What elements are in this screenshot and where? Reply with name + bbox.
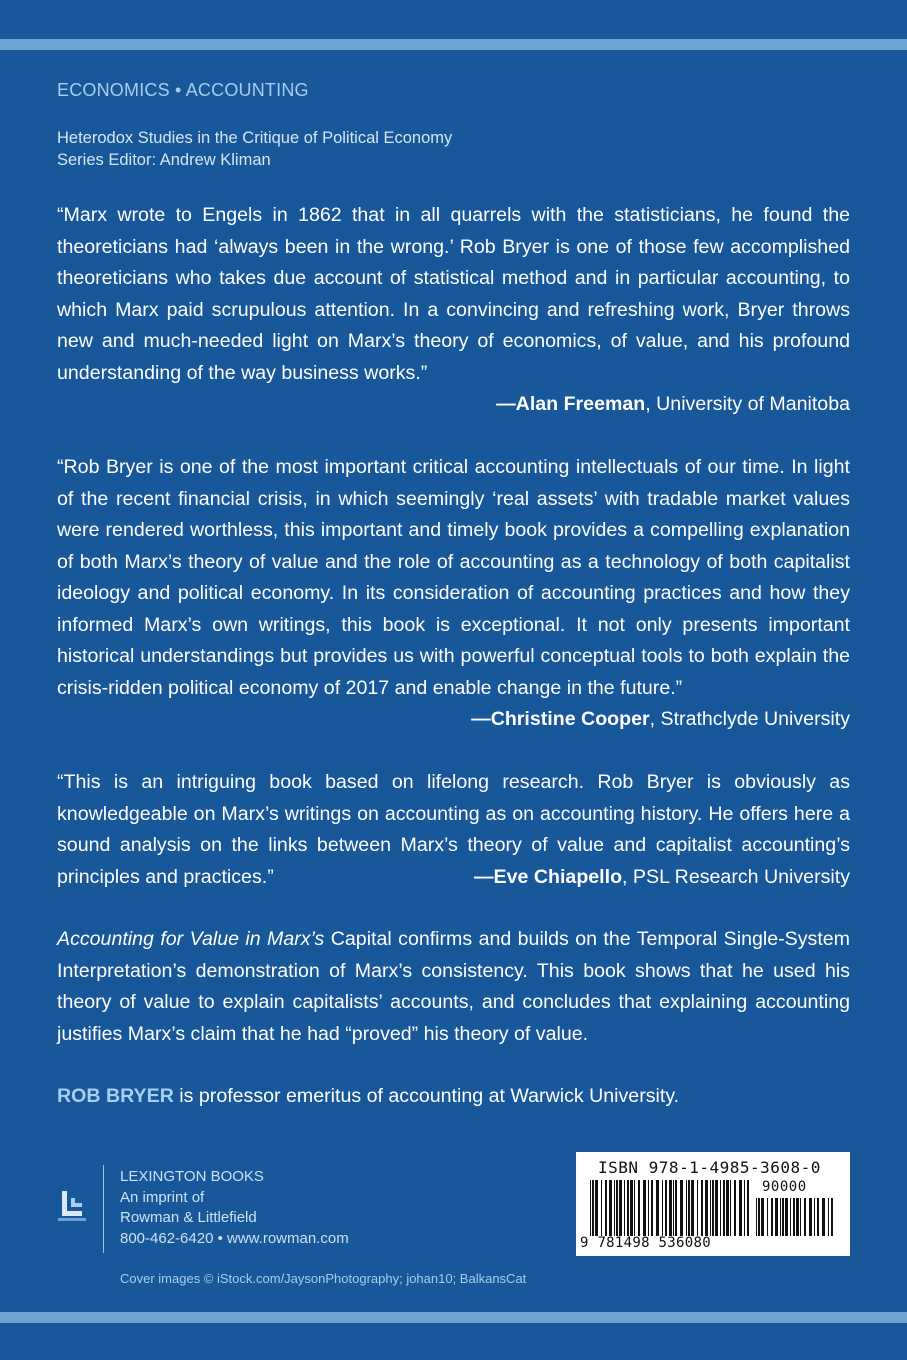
barcode-bar	[634, 1180, 635, 1236]
barcode-bar	[828, 1198, 829, 1236]
barcode-bar	[782, 1198, 784, 1236]
barcode-bar	[831, 1198, 833, 1236]
barcode-bar	[669, 1180, 672, 1236]
quote-text: “Marx wrote to Engels in 1862 that in all quarrels with the statisticians, he found the theoreticians had ‘always been in the wrong.’ Rob Bryer is one of those few accomplished theoreticians who takes due account of statistical method and in particular accounting, to which Marx paid scrupulous attention. In a convincing and refreshing work, Bryer throws new and much-needed light on Marx’s theory of economics, of value, and his profound understanding of the way business works.”	[57, 204, 850, 384]
barcode-bar	[590, 1180, 591, 1236]
barcode-bar	[771, 1198, 773, 1236]
cover-credits: Cover images © iStock.com/JaysonPhotography; johan10; BalkansCat	[120, 1271, 527, 1286]
addon-bars	[756, 1198, 836, 1236]
book-description	[57, 924, 850, 1050]
book-title-roman: Capital	[324, 928, 392, 950]
endorsement-quote	[57, 200, 850, 421]
author-name: ROB BRYER	[57, 1085, 174, 1107]
barcode-bar	[614, 1180, 615, 1236]
barcode-bar	[697, 1180, 698, 1236]
barcode-bar	[793, 1198, 795, 1236]
lexington-logo-icon	[58, 1189, 90, 1223]
barcode-bar	[790, 1198, 791, 1236]
bottom-stripe	[0, 1312, 907, 1323]
barcode-bar	[715, 1180, 718, 1236]
series-title: Heterodox Studies in the Critique of Political Economy	[57, 129, 453, 147]
barcode-bar	[726, 1180, 729, 1236]
barcode-bar	[705, 1180, 708, 1236]
barcode-bar	[723, 1180, 725, 1236]
barcode-bar	[817, 1198, 819, 1236]
quote-attribution	[57, 389, 850, 421]
quote-attribution	[471, 704, 850, 736]
quote-text: “This is an intriguing book based on lifelong research. Rob Bryer is obviously as knowledgeable on Marx’s writings on accounting as on accounting history. He offers here a sound analysis on the links between Marx’s theory of value and capitalist accounting’s principles and practices.”	[57, 771, 850, 888]
barcode-bar	[630, 1180, 633, 1236]
barcode-bar	[701, 1180, 703, 1236]
barcode-bar	[609, 1180, 612, 1236]
barcode-bar	[785, 1198, 788, 1236]
ean-bars	[590, 1180, 750, 1236]
quote-author: —Eve Chiapello	[473, 865, 623, 888]
barcode-bar	[756, 1198, 757, 1236]
quote-affiliation: , Strathclyde University	[649, 708, 850, 730]
quote-affiliation: , PSL Research University	[622, 865, 850, 888]
quote-affiliation: , University of Manitoba	[645, 393, 850, 415]
price-code: 90000	[762, 1179, 807, 1195]
barcode-bar	[605, 1180, 607, 1236]
barcode-bar	[720, 1180, 721, 1236]
publisher-parent: Rowman & Littlefield	[120, 1209, 257, 1226]
barcode-bar	[651, 1180, 653, 1236]
barcode-bar	[656, 1180, 659, 1236]
barcode-bar	[675, 1180, 677, 1236]
quote-attribution	[474, 862, 850, 894]
barcode-bar	[809, 1198, 812, 1236]
barcode-bar	[822, 1198, 825, 1236]
barcode-bar	[595, 1180, 598, 1236]
barcode-bar	[616, 1180, 618, 1236]
barcode-bar	[680, 1180, 683, 1236]
barcode-bar	[739, 1180, 742, 1236]
barcode-bar	[712, 1180, 714, 1236]
barcode-bar	[775, 1198, 778, 1236]
barcode-bar	[665, 1180, 667, 1236]
barcode-bar	[767, 1198, 768, 1236]
publisher-name: LEXINGTON BOOKS	[120, 1168, 264, 1185]
barcode-bar	[761, 1198, 764, 1236]
endorsement-quote	[57, 452, 850, 736]
barcode-bar	[744, 1180, 745, 1236]
barcode-bar	[710, 1180, 711, 1236]
barcode-bar	[686, 1180, 687, 1236]
endorsement-quote	[57, 767, 850, 893]
barcode-bar	[624, 1180, 625, 1236]
barcode-bar	[627, 1180, 629, 1236]
barcode-bar	[691, 1180, 694, 1236]
barcode-bar	[619, 1180, 622, 1236]
publisher-contact: 800-462-6420 • www.rowman.com	[120, 1229, 349, 1247]
barcode-bar	[673, 1180, 674, 1236]
barcode-bar	[747, 1180, 749, 1236]
barcode-bar	[734, 1180, 736, 1236]
barcode-bar	[688, 1180, 690, 1236]
barcode-bar	[780, 1198, 781, 1236]
barcode-bar	[758, 1198, 760, 1236]
series-editor: Series Editor: Andrew Kliman	[57, 151, 271, 169]
description-text: confirms and builds on the Temporal Single-System Interpretation’s demonstration of Marx’s consistency. This book shows that he used his theory of value to explain capitalists’ accounts, and concludes that explaining accounting justifies Marx’s claim that he had “proved” his theory of value.	[57, 928, 850, 1045]
barcode-bar	[601, 1180, 602, 1236]
barcode-bar	[648, 1180, 649, 1236]
ean-digits: 9 781498 536080	[580, 1235, 711, 1251]
bio-text: is professor emeritus of accounting at Warwick University.	[173, 1085, 680, 1107]
isbn-barcode	[576, 1152, 850, 1256]
author-bio	[57, 1081, 850, 1113]
quote-author: —Christine Cooper	[471, 708, 650, 730]
barcode-bar	[592, 1180, 594, 1236]
publisher-imprint: An imprint of	[120, 1188, 205, 1206]
barcode-bar	[662, 1180, 663, 1236]
quote-text: “Rob Bryer is one of the most important critical accounting intellectuals of our time. In light of the recent financial crisis, in which seemingly ‘real assets’ with tradable market values were rendered worthless, this important and timely book provides a compelling explanation of both Marx’s theory of value and the role of accounting as a technology of both capitalist ideology and political economy. In its consideration of accounting practices and how they informed Marx’s own writings, this book is exceptional. It not only presents important historical understandings but provides us with powerful conceptual tools to both explain the crisis-ridden political economy of 2017 and enable change in the future.”	[57, 456, 850, 699]
publisher-divider	[103, 1165, 104, 1253]
barcode-bar	[643, 1180, 646, 1236]
barcode-bar	[796, 1198, 799, 1236]
barcode-bar	[730, 1180, 731, 1236]
quote-author: —Alan Freeman	[496, 393, 646, 415]
top-stripe	[0, 39, 907, 50]
category-label: ECONOMICS • ACCOUNTING	[57, 80, 309, 100]
isbn-label: ISBN 978-1-4985-3608-0	[598, 1158, 821, 1177]
barcode-bar	[800, 1198, 801, 1236]
book-title-italic: Accounting for Value in Marx’s	[57, 928, 325, 950]
barcode-bar	[638, 1180, 640, 1236]
barcode-bar	[804, 1198, 806, 1236]
series-info	[57, 127, 452, 171]
publisher-block	[58, 1165, 398, 1253]
publisher-info	[120, 1167, 349, 1249]
barcode-bar	[814, 1198, 815, 1236]
